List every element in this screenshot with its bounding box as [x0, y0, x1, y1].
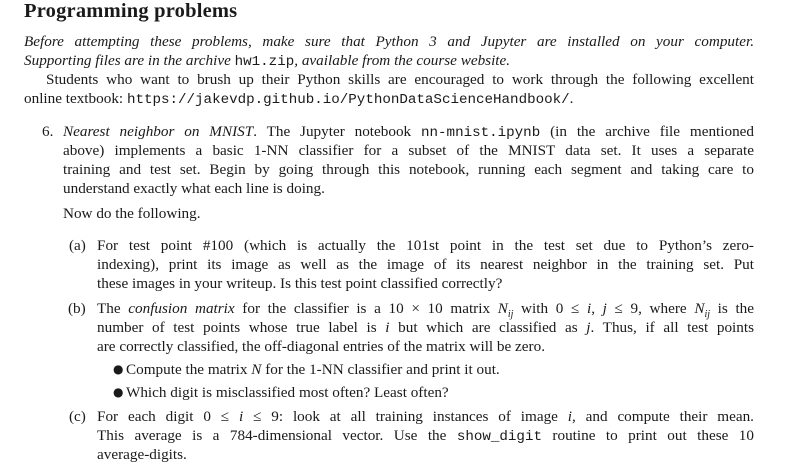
intro-text: . [569, 90, 574, 107]
math-subscript: ij [507, 309, 514, 321]
part-c-line-2 [97, 426, 754, 447]
intro-line-1: Before attempting these problems, make sure that Python 3 and Jupyter are installed on your computer. [24, 33, 754, 50]
bullet-text: for the 1-NN classifier and print it out. [261, 361, 500, 378]
part-text: but which are classified as [389, 319, 587, 336]
bullet-icon: ● [113, 385, 124, 399]
intro-text: online textbook: [24, 90, 127, 107]
math-subscript: ij [704, 309, 711, 321]
math-var: N [251, 361, 262, 378]
math-var: j [602, 300, 607, 317]
intro-line-3: Students who want to brush up their Python skills are encouraged to work through the following excellent [46, 71, 754, 88]
part-a-line-1: For test point #100 (which is actually the 101st point in the test set due to Python’s zero- [97, 237, 754, 254]
part-text: , [591, 300, 603, 317]
problem-text: . The Jupyter notebook [253, 123, 422, 140]
part-a-line-2: indexing), print its image as well as the image of its nearest neighbor in the training set. Put [97, 256, 754, 273]
part-text: ≤ 9, where [606, 300, 695, 317]
intro-text: Supporting files are in the archive [24, 52, 235, 69]
intro-text: , available from the course website. [294, 52, 511, 69]
confusion-matrix-term: confusion matrix [128, 300, 235, 317]
bullet-text: Compute the matrix [126, 361, 252, 378]
part-text: For each digit 0 ≤ [97, 408, 239, 425]
math-var: j [586, 319, 591, 336]
problem-title: Nearest neighbor on MNIST [63, 123, 254, 140]
archive-filename: hw1.zip [234, 54, 295, 70]
math-var: i [586, 300, 592, 317]
part-text: for the classifier is a 10 × 10 matrix [234, 300, 498, 317]
math-var: N [497, 300, 508, 317]
math-var: i [385, 319, 390, 336]
bullet-item-2: Which digit is misclassified most often? Least often? [126, 384, 449, 401]
problem-number: 6. [42, 123, 54, 140]
show-digit-function: show_digit [456, 429, 542, 445]
bullet-item-1 [126, 360, 500, 379]
section-title: Programming problems [24, 0, 238, 22]
part-text: This average is a 784-dimensional vector. Use the [97, 427, 457, 444]
part-label: (c) [69, 408, 86, 425]
notebook-filename: nn-mnist.ipynb [421, 125, 541, 141]
part-b-line-2 [97, 318, 754, 337]
problem-line-4: understand exactly what each line is doing. [63, 180, 325, 197]
bullet-icon: ● [113, 362, 124, 376]
part-text: The [97, 300, 129, 317]
now-do-text: Now do the following. [63, 205, 201, 222]
part-c-line-1 [97, 407, 754, 426]
math-var: N [694, 300, 705, 317]
intro-line-2 [24, 51, 510, 72]
textbook-url-link[interactable]: https://jakevdp.github.io/PythonDataScienceHandbook/ [126, 92, 570, 108]
part-label: (b) [68, 300, 86, 317]
math-var: i [567, 408, 572, 425]
part-text: number of test points whose true label is [97, 319, 386, 336]
intro-line-4 [24, 89, 573, 110]
part-text: routine to print out these 10 [541, 427, 754, 444]
part-label: (a) [69, 237, 86, 254]
part-text: ≤ 9: look at all training instances of image [243, 408, 568, 425]
problem-line-1 [63, 122, 754, 143]
part-text: . Thus, if all test points [590, 319, 754, 336]
problem-line-2: above) implements a basic 1-NN classifier for a subset of the MNIST data set. It uses a separate [63, 142, 754, 159]
problem-line-3: training and test set. Begin by going through this notebook, running each segment and taking care to [63, 161, 754, 178]
part-a-line-3: these images in your writeup. Is this test point classified correctly? [97, 275, 503, 292]
part-text: , and compute their mean. [572, 408, 754, 425]
problem-text: (in the archive file mentioned [540, 123, 754, 140]
part-b-line-3: are correctly classified, the off-diagonal entries of the matrix will be zero. [97, 338, 545, 355]
part-c-line-3: average-digits. [97, 446, 187, 463]
part-text: is the [710, 300, 755, 317]
math-var: i [238, 408, 244, 425]
part-text: with 0 ≤ [513, 300, 587, 317]
